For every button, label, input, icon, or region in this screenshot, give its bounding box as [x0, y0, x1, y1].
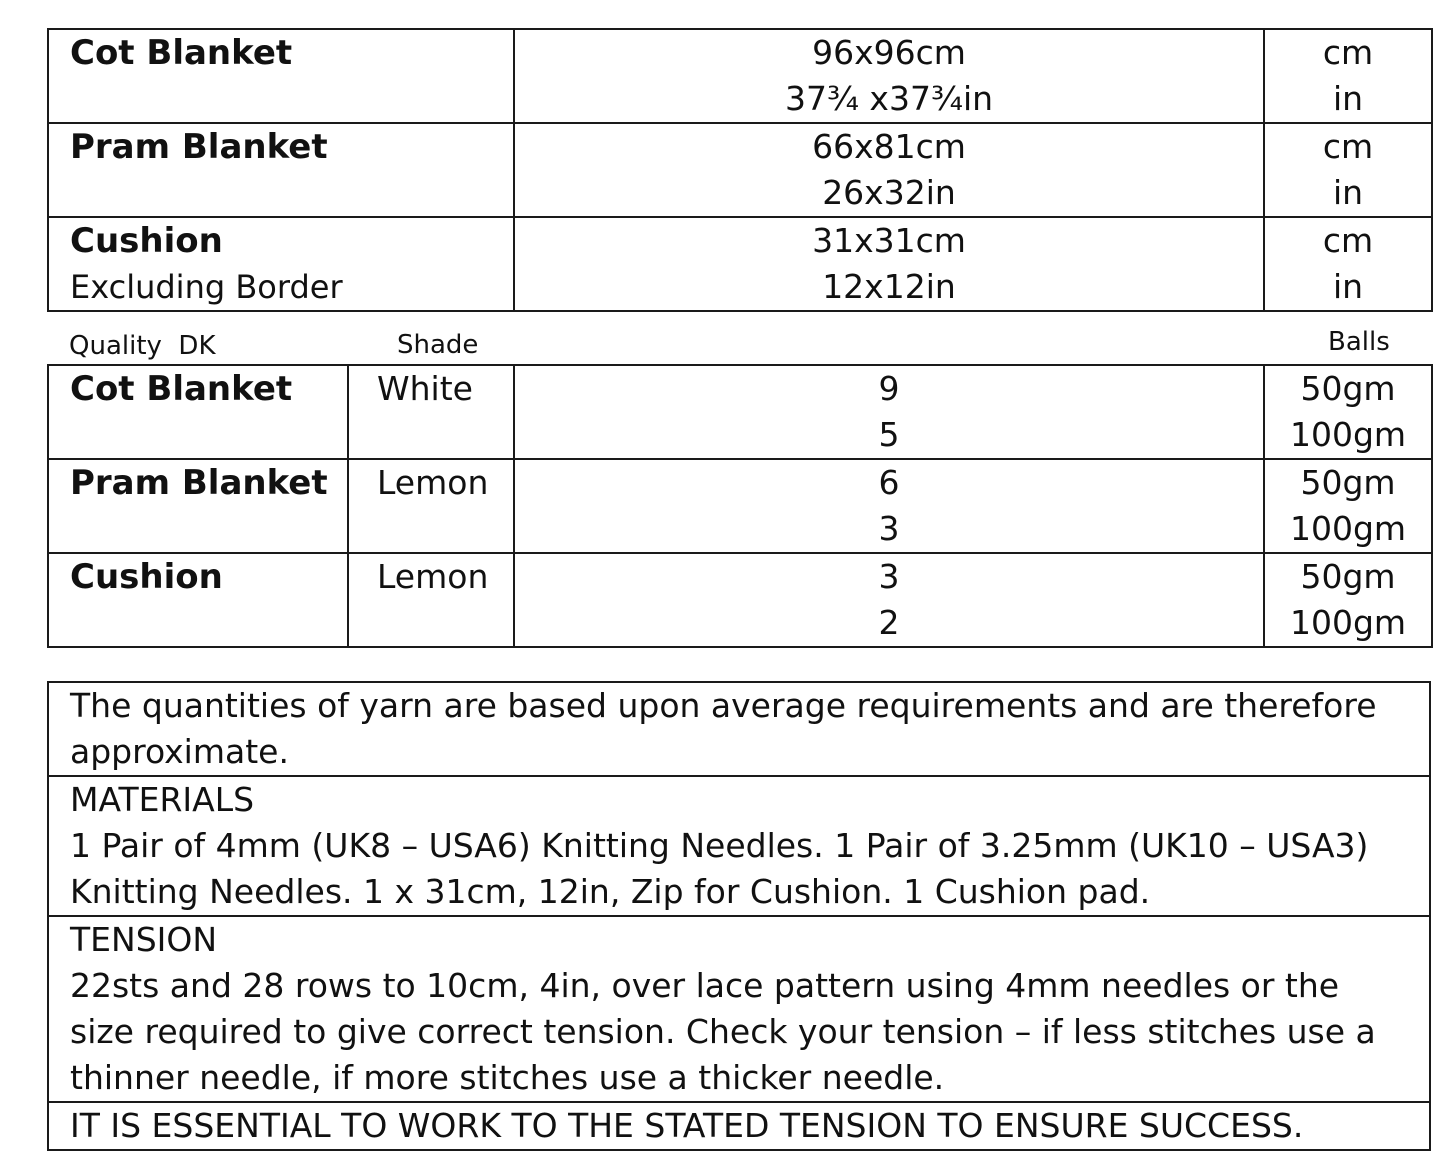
essential-row — [48, 1102, 1430, 1150]
materials-cell — [48, 776, 1430, 916]
yarn-row-cot-blanket — [48, 365, 1432, 459]
qty-100gm: 2 — [878, 603, 900, 642]
item-name: Cot Blanket — [70, 33, 293, 73]
measurement-cell — [514, 217, 1264, 311]
measurement-cell — [514, 29, 1264, 123]
quantities-note-cell — [48, 682, 1430, 776]
yarn-row-cushion — [48, 553, 1432, 647]
item-name: Cushion — [70, 557, 223, 597]
yarn-item-name-cell — [48, 365, 348, 459]
item-name: Cot Blanket — [70, 369, 293, 409]
shade-name: White — [377, 369, 473, 408]
item-name: Pram Blanket — [70, 127, 328, 167]
essential-cell — [48, 1102, 1430, 1150]
shade-cell — [348, 553, 514, 647]
weight-50gm: 50gm — [1300, 463, 1396, 502]
shade-name: Lemon — [377, 557, 489, 596]
materials-row — [48, 776, 1430, 916]
quantity-cell — [514, 459, 1264, 553]
sizes-table — [47, 28, 1433, 312]
weight-50gm: 50gm — [1300, 557, 1396, 596]
unit-imperial: in — [1332, 267, 1364, 306]
quantity-cell — [514, 365, 1264, 459]
weight-100gm: 100gm — [1289, 415, 1407, 454]
size-row-cot-blanket — [48, 29, 1432, 123]
item-name: Pram Blanket — [70, 463, 328, 503]
size-item-name-cell — [48, 123, 514, 217]
metric-size: 66x81cm — [812, 127, 966, 166]
measurement-cell — [514, 123, 1264, 217]
shade-cell — [348, 365, 514, 459]
qty-50gm: 9 — [878, 369, 900, 408]
yarn-table — [47, 364, 1433, 648]
ball-weight-cell — [1264, 553, 1432, 647]
unit-metric: cm — [1322, 127, 1374, 166]
size-row-cushion — [48, 217, 1432, 311]
unit-cell — [1264, 217, 1432, 311]
weight-100gm: 100gm — [1289, 509, 1407, 548]
size-item-name-cell — [48, 217, 514, 311]
quantity-cell — [514, 553, 1264, 647]
unit-imperial: in — [1332, 79, 1364, 118]
balls-label: Balls — [1328, 327, 1390, 357]
shade-cell — [348, 459, 514, 553]
shade-name: Lemon — [377, 463, 489, 502]
materials-text: 1 Pair of 4mm (UK8 – USA6) Knitting Needles. 1 Pair of 3.25mm (UK10 – USA3) Knitting Needles. 1 x 31cm, 12in, Zip for Cushion. 1 Cushion pad. — [70, 826, 1369, 911]
tension-text: 22sts and 28 rows to 10cm, 4in, over lace pattern using 4mm needles or the size required to give correct tension. Check your tension – if less stitches use a thinner needle, if more stitches use a thicker needle. — [70, 966, 1376, 1097]
unit-metric: cm — [1322, 221, 1374, 260]
weight-100gm: 100gm — [1289, 603, 1407, 642]
qty-50gm: 3 — [878, 557, 900, 596]
item-name: Cushion — [70, 221, 223, 261]
qty-50gm: 6 — [878, 463, 900, 502]
unit-imperial: in — [1332, 173, 1364, 212]
imperial-size: 12x12in — [822, 267, 956, 306]
quantities-note-row — [48, 682, 1430, 776]
yarn-item-name-cell — [48, 459, 348, 553]
ball-weight-cell — [1264, 459, 1432, 553]
size-item-name-cell — [48, 29, 514, 123]
essential-note: IT IS ESSENTIAL TO WORK TO THE STATED TENSION TO ENSURE SUCCESS. — [70, 1106, 1304, 1145]
ball-weight-cell — [1264, 365, 1432, 459]
imperial-size: 37¾ x37¾in — [784, 79, 994, 118]
tension-row — [48, 916, 1430, 1102]
qty-100gm: 5 — [878, 415, 900, 454]
yarn-row-pram-blanket — [48, 459, 1432, 553]
notes-table — [47, 681, 1431, 1151]
qty-100gm: 3 — [878, 509, 900, 548]
metric-size: 31x31cm — [812, 221, 966, 260]
weight-50gm: 50gm — [1300, 369, 1396, 408]
yarn-item-name-cell — [48, 553, 348, 647]
size-row-pram-blanket — [48, 123, 1432, 217]
item-subtitle: Excluding Border — [70, 268, 343, 306]
tension-cell — [48, 916, 1430, 1102]
metric-size: 96x96cm — [812, 33, 966, 72]
unit-metric: cm — [1322, 33, 1374, 72]
materials-heading: MATERIALS — [70, 780, 255, 819]
unit-cell — [1264, 29, 1432, 123]
quantities-note: The quantities of yarn are based upon average requirements and are therefore approximate. — [70, 686, 1377, 771]
quality-label: Quality DK — [69, 331, 216, 361]
tension-heading: TENSION — [70, 920, 218, 959]
unit-cell — [1264, 123, 1432, 217]
shade-label: Shade — [397, 330, 479, 360]
imperial-size: 26x32in — [822, 173, 956, 212]
